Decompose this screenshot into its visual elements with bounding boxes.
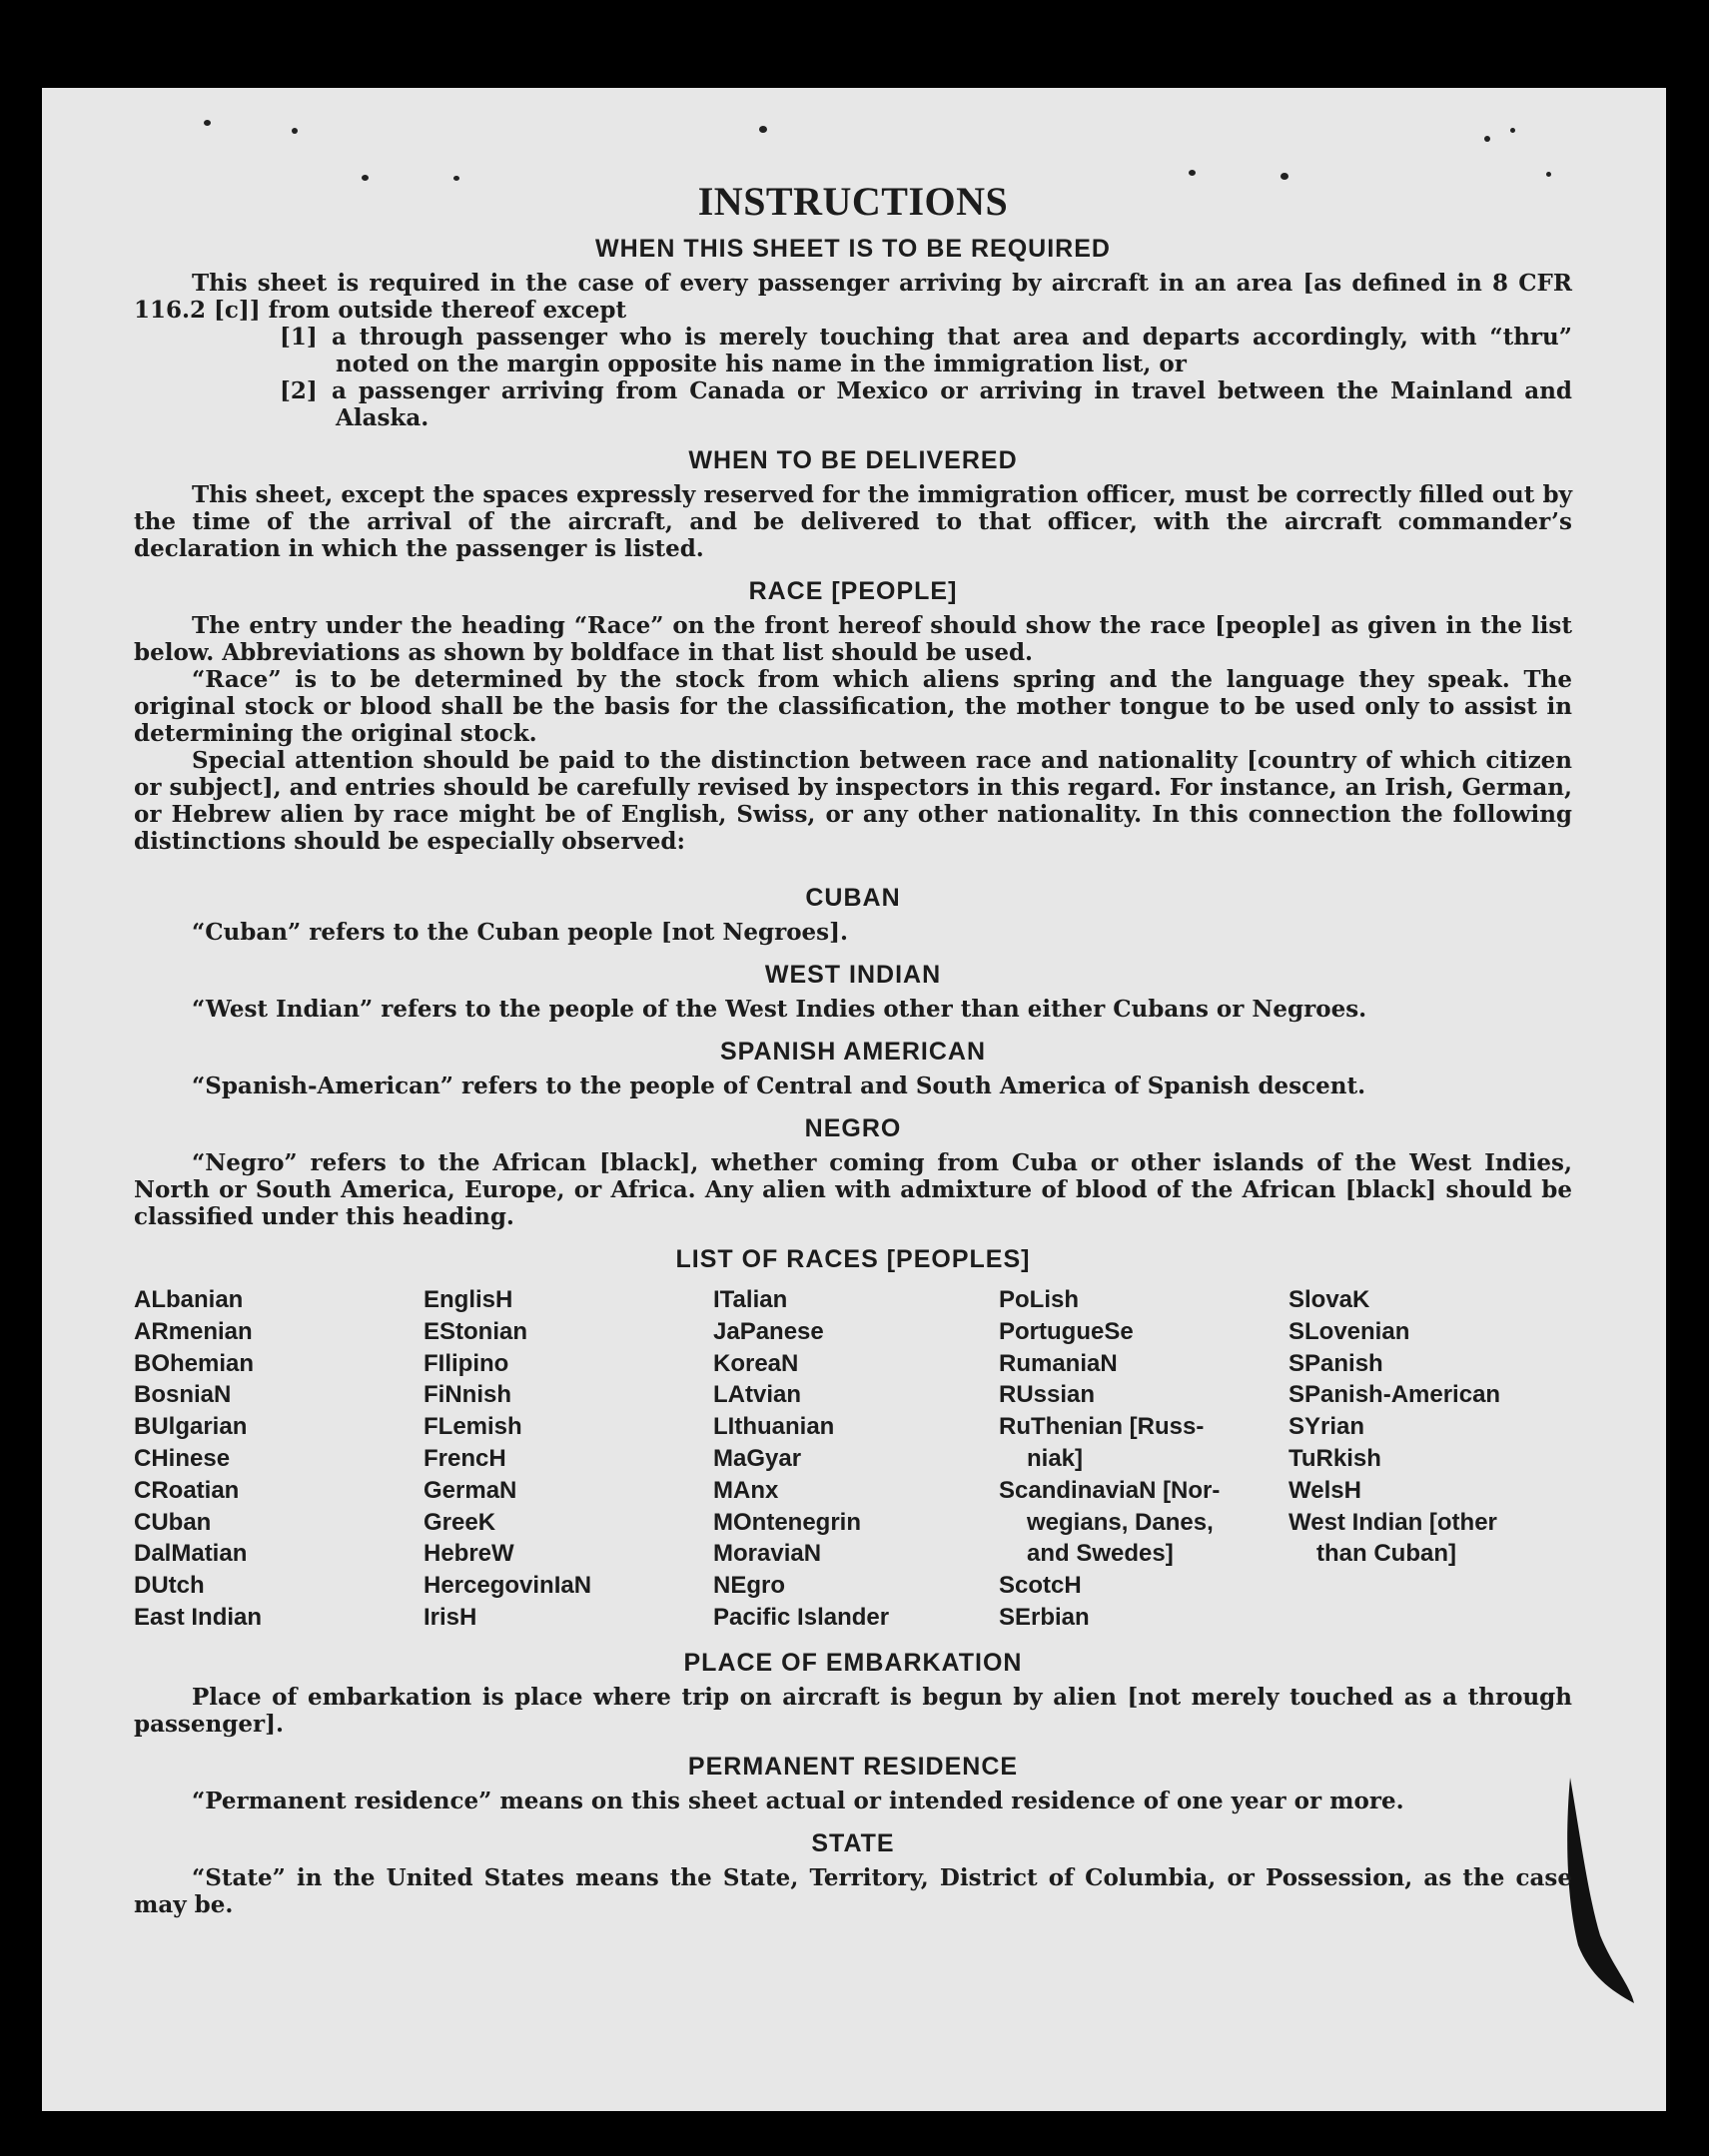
race-entry: IrisH [424,1603,477,1631]
heading-west-indian: WEST INDIAN [764,961,942,989]
race-entry: WelsH [1288,1476,1361,1504]
race-column [134,1284,424,1634]
race-entry: MaGyar [713,1444,802,1472]
race-entry: KoreaN [713,1349,799,1377]
negro-text: “Negro” refers to the African [black], whether coming from Cuba or other islands of the West Indies, North or South America, Europe, or Africa. Any alien with admixture of blood of the African [black] should be classified under this heading. [134,1149,1572,1230]
race-entry: West Indian [other [1288,1508,1497,1536]
race-entry: GreeK [424,1508,496,1536]
heading-state: STATE [811,1828,895,1857]
embarkation-text: Place of embarkation is place where trip on aircraft is begun by alien [not merely touched as a through passenger]. [134,1683,1572,1738]
race-entry: MoraviaN [713,1540,822,1568]
race-paragraph: “Race” is to be determined by the stock from which aliens spring and the language they speak. The original stock or blood shall be the basis for the classification, the mother tongue to be used only to assist in determining the original stock. [134,666,1572,747]
exception-item: [2] a passenger arriving from Canada or Mexico or arriving in travel between the Mainland and Alaska. [280,377,1572,431]
race-entry: HercegovinIaN [424,1572,592,1600]
page-title: INSTRUCTIONS [697,179,1009,224]
spanish-american-text: “Spanish-American” refers to the people of Central and South America of Spanish descent. [192,1073,1366,1099]
race-column [999,1284,1288,1634]
race-entry: ITalian [713,1286,788,1313]
race-entry: and Swedes] [1027,1540,1174,1568]
race-entry: CHinese [134,1444,231,1472]
torn-edge-mark [1560,1776,1640,2005]
race-column [713,1284,999,1634]
race-entry: RuThenian [Russ- [999,1413,1205,1441]
race-entry: JaPanese [713,1317,824,1345]
race-entry: HebreW [424,1540,514,1568]
race-entry: MOntenegrin [713,1508,861,1536]
race-entry: DalMatian [134,1540,248,1568]
instructions-content [134,88,1572,1918]
race-entry: MAnx [713,1476,779,1504]
race-entry: SLovenian [1288,1317,1410,1345]
race-entry: Pacific Islander [713,1603,890,1631]
race-column [1288,1284,1572,1634]
race-entry: CRoatian [134,1476,240,1504]
heading-negro: NEGRO [804,1114,902,1142]
when-required-intro: This sheet is required in the case of every passenger arriving by aircraft in an area [as defined in 8 CFR 116.2 [c]] from outside thereof except [134,270,1572,324]
race-entry: FIlipino [424,1349,509,1377]
race-entry: NEgro [713,1572,785,1600]
race-entry: LIthuanian [713,1413,835,1441]
race-entry: than Cuban] [1316,1540,1456,1568]
race-entry: ScotcH [999,1572,1082,1600]
race-entry: BOhemian [134,1349,255,1377]
race-column [424,1284,713,1634]
heading-list-of-races: LIST OF RACES [PEOPLES] [675,1245,1031,1273]
west-indian-text: “West Indian” refers to the people of the West Indies other than either Cubans or Negroes. [192,996,1367,1023]
race-entry: SYrian [1288,1413,1365,1441]
heading-when-required: WHEN THIS SHEET IS TO BE REQUIRED [595,235,1111,263]
when-delivered-text: This sheet, except the spaces expressly reserved for the immigration officer, must be correctly filled out by the time of the arrival of the aircraft, and be delivered to that officer, with the aircraft commander’s declaration in which the passenger is listed. [134,481,1572,562]
race-entry: SPanish-American [1288,1381,1501,1409]
document-sheet [42,88,1666,2111]
race-paragraph: Special attention should be paid to the distinction between race and nationality [country of which citizen or subject], and entries should be carefully revised by inspectors in this regard. For instance, an Irish, German, or Hebrew alien by race might be of English, Swiss, or any other nationality. In this connection the following distinctions should be especially observed: [134,747,1572,855]
race-entry: GermaN [424,1476,517,1504]
race-entry: SlovaK [1288,1286,1370,1313]
state-text: “State” in the United States means the State, Territory, District of Columbia, or Possession, as the case may be. [134,1863,1572,1918]
race-entry: BUlgarian [134,1413,248,1441]
race-entry: SPanish [1288,1349,1383,1377]
race-entry: RumaniaN [999,1349,1118,1377]
race-entry: CUban [134,1508,212,1536]
race-entry: wegians, Danes, [1027,1508,1214,1536]
race-entry: EStonian [424,1317,528,1345]
race-entry: PoLish [999,1286,1080,1313]
race-entry: FrencH [424,1444,506,1472]
heading-when-delivered: WHEN TO BE DELIVERED [688,446,1018,474]
race-entry: DUtch [134,1572,205,1600]
race-entry: RUssian [999,1381,1096,1409]
race-entry: ALbanian [134,1286,244,1313]
race-entry: FLemish [424,1413,522,1441]
heading-cuban: CUBAN [805,884,901,912]
race-entry: PortugueSe [999,1317,1134,1345]
race-entry: FiNnish [424,1381,511,1409]
cuban-text: “Cuban” refers to the Cuban people [not Negroes]. [192,919,849,946]
races-list [134,1284,1572,1634]
heading-race: RACE [PEOPLE] [748,577,958,605]
heading-place-of-embarkation: PLACE OF EMBARKATION [683,1648,1023,1677]
race-entry: ARmenian [134,1317,253,1345]
heading-spanish-american: SPANISH AMERICAN [719,1038,986,1066]
race-paragraph: The entry under the heading “Race” on the front hereof should show the race [people] as given in the list below. Abbreviations as shown by boldface in that list should be used. [134,612,1572,666]
heading-permanent-residence: PERMANENT RESIDENCE [687,1752,1019,1781]
race-entry: East Indian [134,1603,263,1631]
exception-item: [1] a through passenger who is merely touching that area and departs accordingly, with “thru” noted on the margin opposite his name in the immigration list, or [280,324,1572,377]
race-entry: EnglisH [424,1286,513,1313]
residence-text: “Permanent residence” means on this sheet actual or intended residence of one year or more. [192,1787,1404,1814]
race-entry: ScandinaviaN [Nor- [999,1476,1221,1504]
race-entry: SErbian [999,1603,1090,1631]
race-entry: BosniaN [134,1381,232,1409]
race-entry: niak] [1027,1444,1084,1472]
race-entry: TuRkish [1288,1444,1381,1472]
race-entry: LAtvian [713,1381,802,1409]
